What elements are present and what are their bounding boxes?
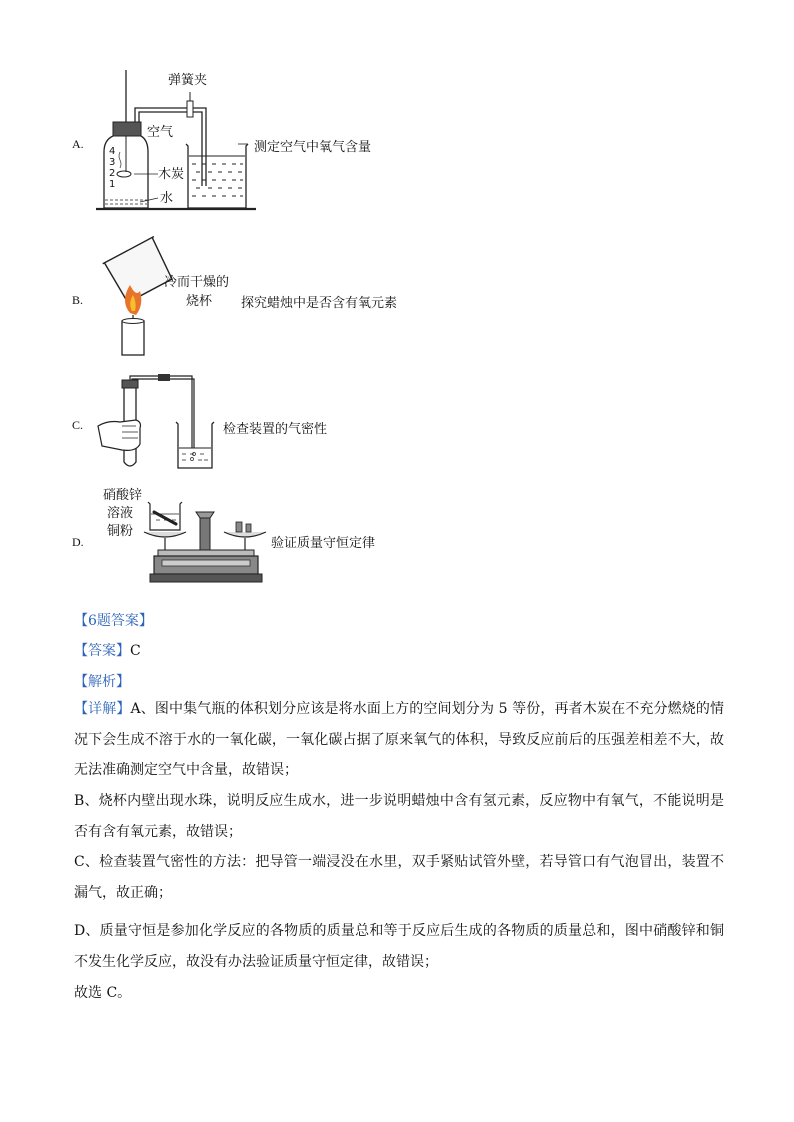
answer-value: C [130, 643, 141, 659]
bottle-scale-3: 3 [109, 157, 116, 168]
answer-tag: 【答案】 [74, 643, 130, 659]
label-zinc-nitrate: 硝酸锌 [103, 488, 143, 503]
label-air: 空气 [147, 125, 174, 140]
label-copper-powder: 铜粉 [107, 524, 134, 539]
figure-c-airtightness-check [98, 374, 223, 474]
label-charcoal: 木炭 [158, 167, 185, 182]
figure-a-oxygen-apparatus [96, 68, 256, 216]
option-b-letter: B. [72, 293, 84, 307]
option-c-letter: C. [72, 418, 84, 432]
option-a-description: 测定空气中氧气含量 [254, 140, 372, 155]
conclusion: 故选 C。 [74, 985, 132, 1001]
label-spring-clip: 弹簧夹 [168, 73, 208, 88]
label-solution: 溶液 [107, 506, 134, 521]
detail-paragraph-b: B、烧杯内壁出现水珠，说明反应生成水，进一步说明蜡烛中含有氢元素，反应物中有氧气，不能说明是否有含有氧元素，故错误； [74, 793, 724, 840]
option-d-letter: D. [72, 535, 84, 549]
detail-paragraph-c: C、检查装置气密性的方法：把导管一端浸没在水里，双手紧贴试管外壁，若导管口有气泡冒出，装置不漏气，故正确； [74, 854, 724, 901]
detail-text-a: A、图中集气瓶的体积划分应该是将水面上方的空间划分为 5 等份，再者木炭在不充分燃烧的情况下会生成不溶于水的一氧化碳，一氧化碳占据了原来氧气的体积，导致反应前后的压强差相差不大，故无法准确测定空气中含量，故错误； [74, 701, 724, 778]
detail-paragraph-d: D、质量守恒是参加化学反应的各物质的质量总和等于反应后生成的各物质的质量总和，图中硝酸锌和铜不发生化学反应，故没有办法验证质量守恒定律，故错误； [74, 923, 724, 970]
answer-line [74, 640, 141, 660]
figure-b-candle-beaker [100, 235, 190, 360]
analysis-header: 【解析】 [74, 674, 130, 690]
bottle-scale-2: 2 [109, 168, 116, 179]
option-a-letter: A. [72, 137, 84, 151]
detail-paragraph-a [74, 694, 724, 786]
option-c-description: 检查装置的气密性 [223, 422, 328, 437]
figure-d-balance [140, 492, 270, 588]
label-water: 水 [160, 191, 174, 206]
bottle-scale-1: 1 [109, 179, 116, 190]
detail-tag: 【详解】 [74, 701, 131, 717]
answer-section-header: 【6题答案】 [74, 613, 153, 629]
option-d-description: 验证质量守恒定律 [271, 536, 376, 551]
option-b-description: 探究蜡烛中是否含有氧元素 [241, 296, 398, 311]
label-cold-dry-beaker-line1: 冷而干燥的 [164, 275, 230, 290]
label-cold-dry-beaker-line2: 烧杯 [186, 294, 213, 309]
bottle-scale-4: 4 [109, 146, 116, 157]
